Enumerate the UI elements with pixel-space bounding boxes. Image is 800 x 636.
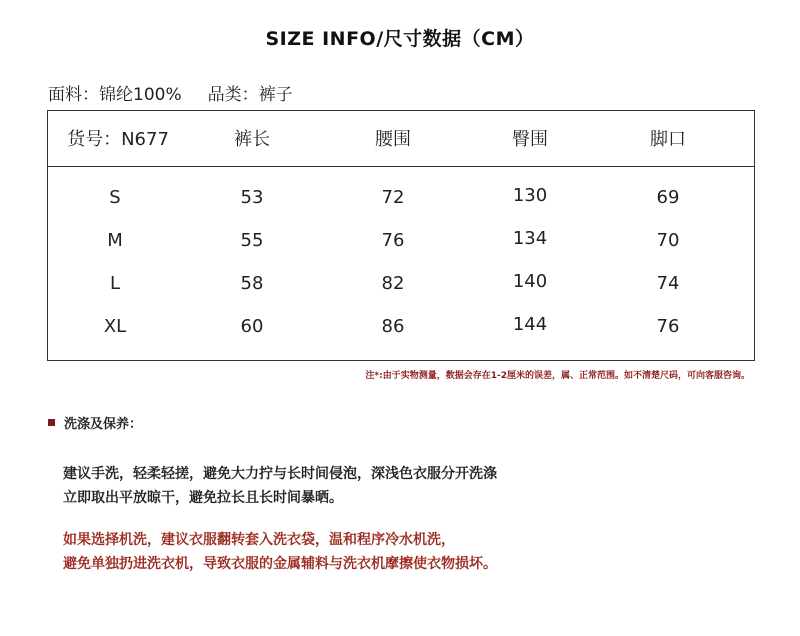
length-cell: 55 xyxy=(240,230,264,251)
warning-line: 避免单独扔进洗衣机，导致衣服的金属辅料与洗衣机摩擦使衣物损坏。 xyxy=(63,556,497,572)
length-cell: 60 xyxy=(240,316,264,337)
header-hem: 脚口 xyxy=(650,129,686,150)
bullet-square-icon xyxy=(48,419,55,426)
category-label: 品类：裤子 xyxy=(207,85,293,105)
table-row xyxy=(48,316,754,346)
header-waist: 腰围 xyxy=(375,129,411,150)
warning-line: 如果选择机洗，建议衣服翻转套入洗衣袋，温和程序冷水机洗， xyxy=(63,532,455,548)
size-table xyxy=(47,110,755,361)
care-line: 立即取出平放晾干，避免拉长且长时间暴晒。 xyxy=(63,490,343,506)
waist-cell: 86 xyxy=(381,316,405,337)
hem-cell: 74 xyxy=(656,273,680,294)
header-length: 裤长 xyxy=(234,129,270,150)
length-cell: 53 xyxy=(240,187,264,208)
header-hip: 臀围 xyxy=(512,129,548,150)
table-row xyxy=(48,273,754,303)
care-heading xyxy=(48,413,142,432)
length-cell: 58 xyxy=(240,273,264,294)
machine-wash-warning xyxy=(63,528,497,576)
product-meta xyxy=(48,80,293,105)
page-title: SIZE INFO/尺寸数据（CM） xyxy=(265,28,535,50)
measurement-note: 注*:由于实物测量，数据会存在1-2厘米的误差，属、正常范围。如不清楚尺码，可向客服咨询。 xyxy=(365,371,750,381)
fabric-label: 面料：锦纶100% xyxy=(48,85,182,105)
size-cell: XL xyxy=(103,316,127,337)
header-item-number: 货号：N677 xyxy=(67,129,169,150)
hip-cell: 144 xyxy=(512,314,548,335)
table-header xyxy=(48,111,754,167)
hem-cell: 69 xyxy=(656,187,680,208)
table-row xyxy=(48,230,754,260)
waist-cell: 76 xyxy=(381,230,405,251)
size-cell: M xyxy=(107,230,123,251)
hip-cell: 140 xyxy=(512,271,548,292)
hem-cell: 76 xyxy=(656,316,680,337)
waist-cell: 72 xyxy=(381,187,405,208)
care-instructions xyxy=(63,462,497,510)
size-cell: S xyxy=(109,187,121,208)
care-line: 建议手洗，轻柔轻搓，避免大力拧与长时间侵泡，深浅色衣服分开洗涤 xyxy=(63,466,497,482)
size-cell: L xyxy=(109,273,121,294)
care-heading-text: 洗涤及保养： xyxy=(64,417,143,432)
hem-cell: 70 xyxy=(656,230,680,251)
hip-cell: 134 xyxy=(512,228,548,249)
waist-cell: 82 xyxy=(381,273,405,294)
table-row xyxy=(48,187,754,217)
hip-cell: 130 xyxy=(512,185,548,206)
